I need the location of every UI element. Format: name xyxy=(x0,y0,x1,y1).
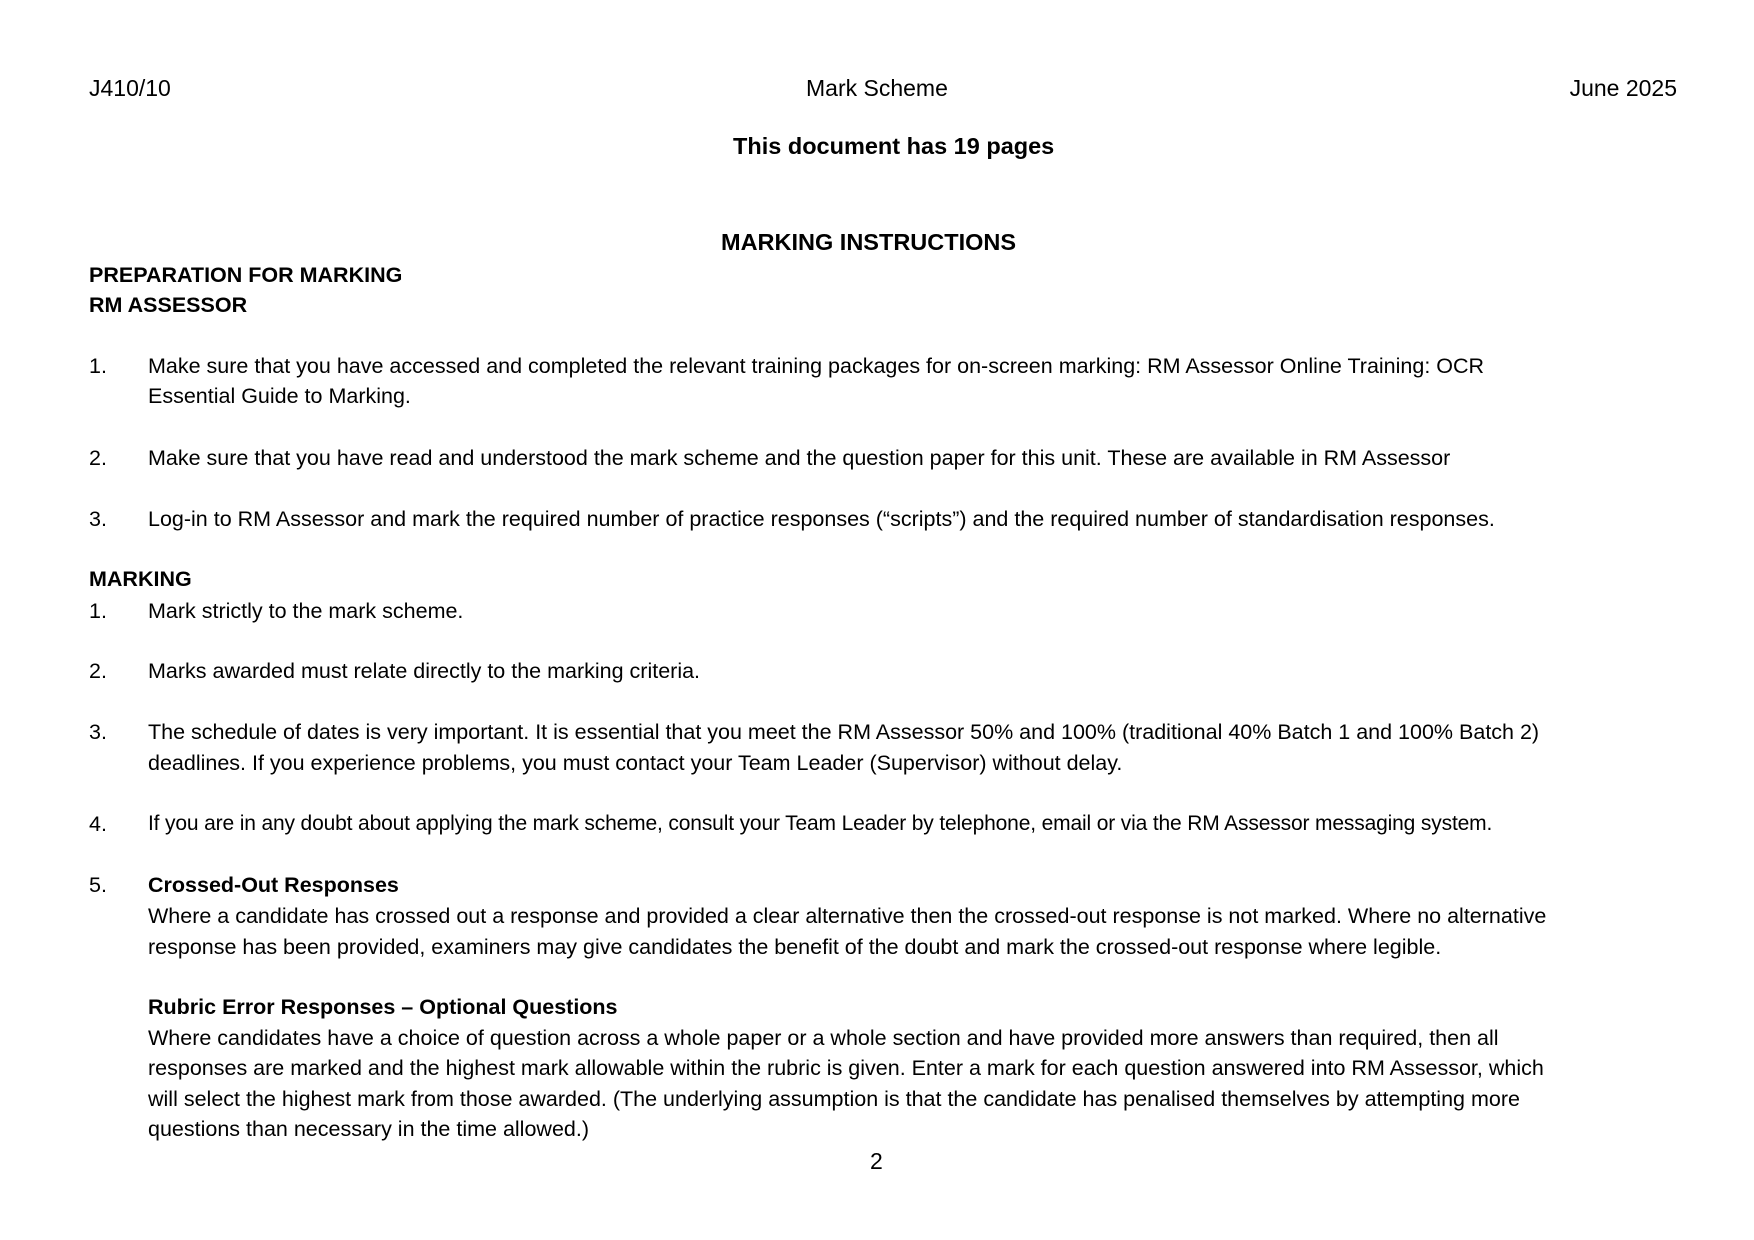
document-code: J410/10 xyxy=(89,75,171,101)
prep-item-2-line: Make sure that you have read and understood the mark scheme and the question paper for this unit. These are available in RM Assessor xyxy=(148,446,1451,470)
rm-assessor-heading: RM ASSESSOR xyxy=(89,293,248,317)
prep-item-number: 3. xyxy=(89,507,107,531)
rubric-error-line: responses are marked and the highest mark allowable within the rubric is given. Enter a mark for each question answered into RM Assessor, which xyxy=(148,1056,1544,1080)
marking-item-1-line: Mark strictly to the mark scheme. xyxy=(148,599,464,623)
marking-item-3-line: The schedule of dates is very important. It is essential that you meet the RM Assessor 50% and 100% (traditional 40% Batch 1 and 100% Batch 2) xyxy=(148,720,1540,744)
crossed-out-line: response has been provided, examiners may give candidates the benefit of the doubt and mark the crossed-out response where legible. xyxy=(148,935,1442,959)
document-date: June 2025 xyxy=(1569,75,1677,101)
document-title: Mark Scheme xyxy=(806,75,948,101)
section-title: MARKING INSTRUCTIONS xyxy=(721,229,1017,255)
rubric-error-line: questions than necessary in the time allowed.) xyxy=(148,1117,589,1141)
marking-heading: MARKING xyxy=(89,567,192,591)
prep-item-1-line: Essential Guide to Marking. xyxy=(148,384,411,408)
prep-item-1-line: Make sure that you have accessed and completed the relevant training packages for on-screen marking: RM Assessor Online Training: OCR xyxy=(148,354,1485,378)
marking-item-number: 1. xyxy=(89,599,107,623)
page-count-note: This document has 19 pages xyxy=(733,133,1055,159)
marking-item-4-line: If you are in any doubt about applying the mark scheme, consult your Team Leader by telephone, email or via the RM Assessor messaging system. xyxy=(148,812,1493,835)
marking-item-number: 3. xyxy=(89,720,107,744)
page-number: 2 xyxy=(870,1148,883,1174)
marking-item-number: 2. xyxy=(89,659,107,683)
rubric-error-subheading: Rubric Error Responses – Optional Questions xyxy=(148,995,618,1019)
marking-item-3-line: deadlines. If you experience problems, you must contact your Team Leader (Supervisor) without delay. xyxy=(148,751,1123,775)
prep-item-number: 2. xyxy=(89,446,107,470)
rubric-error-line: Where candidates have a choice of question across a whole paper or a whole section and have provided more answers than required, then all xyxy=(148,1026,1499,1050)
preparation-heading: PREPARATION FOR MARKING xyxy=(89,263,403,287)
crossed-out-subheading: Crossed-Out Responses xyxy=(148,873,399,897)
marking-item-number: 4. xyxy=(89,812,107,836)
prep-item-3-line: Log-in to RM Assessor and mark the required number of practice responses (“scripts”) and the required number of standardisation responses. xyxy=(148,507,1495,531)
crossed-out-line: Where a candidate has crossed out a response and provided a clear alternative then the crossed-out response is not marked. Where no alternative xyxy=(148,904,1547,928)
prep-item-number: 1. xyxy=(89,354,107,378)
marking-item-2-line: Marks awarded must relate directly to the marking criteria. xyxy=(148,659,701,683)
marking-item-number: 5. xyxy=(89,873,107,897)
rubric-error-line: will select the highest mark from those awarded. (The underlying assumption is that the candidate has penalised themselves by attempting more xyxy=(148,1087,1520,1111)
